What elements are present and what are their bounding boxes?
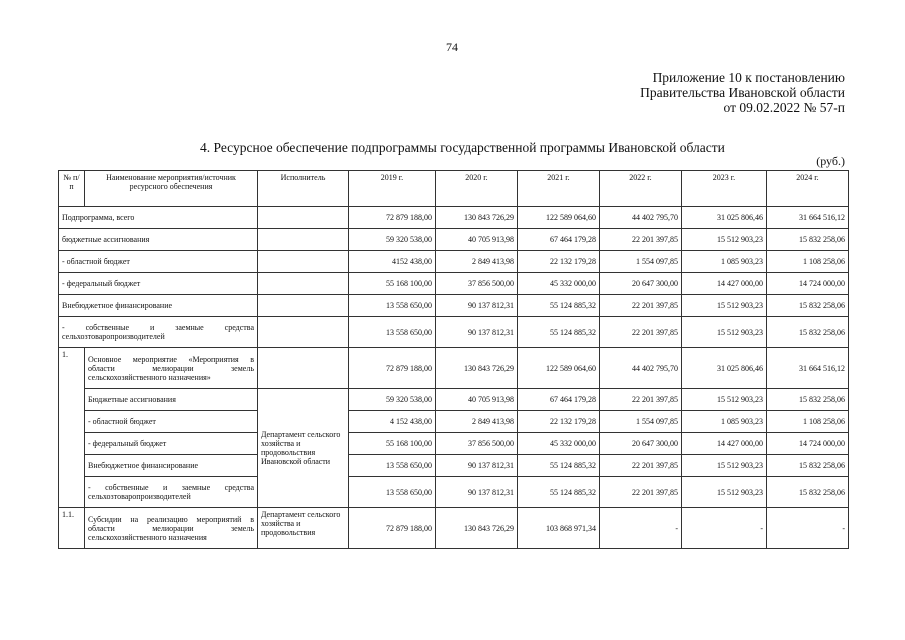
- value-2023: 14 427 000,00: [682, 433, 767, 455]
- value-2023: 15 512 903,23: [682, 389, 767, 411]
- value-2022: 1 554 097,85: [600, 411, 682, 433]
- appendix-line-2: Правительства Ивановской области: [640, 85, 845, 100]
- value-2021: 45 332 000,00: [518, 273, 600, 295]
- value-2020: 40 705 913,98: [436, 389, 518, 411]
- value-2023: 31 025 806,46: [682, 348, 767, 389]
- row-name: - собственные и заемные средства сельхозтоваропроизводителей: [85, 477, 258, 508]
- header-2023: 2023 г.: [682, 171, 767, 207]
- header-2019: 2019 г.: [349, 171, 436, 207]
- value-2020: 130 843 726,29: [436, 207, 518, 229]
- header-num: № п/п: [59, 171, 85, 207]
- value-2022: 22 201 397,85: [600, 389, 682, 411]
- value-2024: 14 724 000,00: [767, 273, 849, 295]
- value-2022: 22 201 397,85: [600, 477, 682, 508]
- value-2019: 4 152 438,00: [349, 411, 436, 433]
- value-2019: 13 558 650,00: [349, 317, 436, 348]
- row-executor: Департамент сельского хозяйства и продовольствия Ивановской области: [258, 389, 349, 508]
- value-2021: 45 332 000,00: [518, 433, 600, 455]
- table-row: [59, 251, 849, 273]
- value-2024: 1 108 258,06: [767, 411, 849, 433]
- header-2024: 2024 г.: [767, 171, 849, 207]
- value-2024: 31 664 516,12: [767, 348, 849, 389]
- value-2021: 55 124 885,32: [518, 295, 600, 317]
- value-2021: 22 132 179,28: [518, 411, 600, 433]
- value-2019: 55 168 100,00: [349, 273, 436, 295]
- value-2021: 103 868 971,34: [518, 508, 600, 549]
- value-2023: 15 512 903,23: [682, 317, 767, 348]
- value-2024: 1 108 258,06: [767, 251, 849, 273]
- document-title: 4. Ресурсное обеспечение подпрограммы государственной программы Ивановской области: [200, 140, 725, 155]
- value-2024: 15 832 258,06: [767, 477, 849, 508]
- table-row: [59, 273, 849, 295]
- value-2024: 15 832 258,06: [767, 389, 849, 411]
- value-2022: 22 201 397,85: [600, 295, 682, 317]
- value-2020: 2 849 413,98: [436, 411, 518, 433]
- row-executor: [258, 251, 349, 273]
- row-name: Внебюджетное финансирование: [85, 455, 258, 477]
- row-name: - федеральный бюджет: [85, 433, 258, 455]
- value-2024: -: [767, 508, 849, 549]
- table-header-row: [59, 171, 849, 207]
- row-name: - областной бюджет: [85, 411, 258, 433]
- row-name: Бюджетные ассигнования: [85, 389, 258, 411]
- row-name: - областной бюджет: [59, 251, 258, 273]
- value-2020: 130 843 726,29: [436, 508, 518, 549]
- value-2020: 37 856 500,00: [436, 433, 518, 455]
- table-row: [59, 348, 849, 389]
- value-2021: 22 132 179,28: [518, 251, 600, 273]
- page-number: 74: [446, 40, 458, 54]
- table-row: [59, 317, 849, 348]
- table-row: [59, 433, 849, 455]
- value-2021: 55 124 885,32: [518, 317, 600, 348]
- value-2019: 13 558 650,00: [349, 477, 436, 508]
- value-2023: 15 512 903,23: [682, 477, 767, 508]
- row-name: Подпрограмма, всего: [59, 207, 258, 229]
- value-2023: 1 085 903,23: [682, 251, 767, 273]
- value-2020: 40 705 913,98: [436, 229, 518, 251]
- value-2024: 31 664 516,12: [767, 207, 849, 229]
- value-2020: 90 137 812,31: [436, 477, 518, 508]
- value-2020: 90 137 812,31: [436, 317, 518, 348]
- appendix-line-3: от 09.02.2022 № 57-п: [723, 100, 845, 115]
- value-2020: 2 849 413,98: [436, 251, 518, 273]
- value-2023: -: [682, 508, 767, 549]
- row-executor: [258, 207, 349, 229]
- value-2019: 72 879 188,00: [349, 348, 436, 389]
- resource-table: [58, 170, 849, 549]
- value-2023: 1 085 903,23: [682, 411, 767, 433]
- row-executor: Департамент сельского хозяйства и продовольствия: [258, 508, 349, 549]
- header-name: Наименование мероприятия/источник ресурсного обеспечения: [85, 171, 258, 207]
- currency-unit: (руб.): [816, 154, 845, 168]
- row-executor: [258, 229, 349, 251]
- value-2019: 72 879 188,00: [349, 207, 436, 229]
- value-2024: 15 832 258,06: [767, 295, 849, 317]
- value-2021: 55 124 885,32: [518, 455, 600, 477]
- value-2019: 55 168 100,00: [349, 433, 436, 455]
- row-name: бюджетные ассигнования: [59, 229, 258, 251]
- row-name: Основное мероприятие «Мероприятия в области мелиорации земель сельскохозяйственного назначения»: [85, 348, 258, 389]
- value-2021: 67 464 179,28: [518, 229, 600, 251]
- row-name: Субсидии на реализацию мероприятий в области мелиорации земель сельскохозяйственного назначения: [85, 508, 258, 549]
- table-row: [59, 411, 849, 433]
- value-2019: 4152 438,00: [349, 251, 436, 273]
- value-2020: 90 137 812,31: [436, 455, 518, 477]
- value-2022: 22 201 397,85: [600, 455, 682, 477]
- value-2020: 90 137 812,31: [436, 295, 518, 317]
- row-number: 1.1.: [59, 508, 85, 549]
- header-2021: 2021 г.: [518, 171, 600, 207]
- value-2023: 15 512 903,23: [682, 455, 767, 477]
- value-2022: 44 402 795,70: [600, 207, 682, 229]
- value-2022: 22 201 397,85: [600, 229, 682, 251]
- value-2023: 15 512 903,23: [682, 229, 767, 251]
- value-2020: 130 843 726,29: [436, 348, 518, 389]
- appendix-line-1: Приложение 10 к постановлению: [652, 70, 845, 85]
- row-name: Внебюджетное финансирование: [59, 295, 258, 317]
- value-2021: 67 464 179,28: [518, 389, 600, 411]
- value-2022: 44 402 795,70: [600, 348, 682, 389]
- appendix-header: [640, 70, 845, 115]
- table-row: [59, 295, 849, 317]
- value-2023: 15 512 903,23: [682, 295, 767, 317]
- header-2022: 2022 г.: [600, 171, 682, 207]
- row-name: - собственные и заемные средства сельхозтоваропроизводителей: [59, 317, 258, 348]
- header-executor: Исполнитель: [258, 171, 349, 207]
- table-row: [59, 207, 849, 229]
- value-2020: 37 856 500,00: [436, 273, 518, 295]
- row-executor: [258, 348, 349, 389]
- value-2024: 15 832 258,06: [767, 229, 849, 251]
- row-number: 1.: [59, 348, 85, 508]
- row-executor: [258, 273, 349, 295]
- value-2022: 20 647 300,00: [600, 433, 682, 455]
- value-2022: 20 647 300,00: [600, 273, 682, 295]
- value-2024: 14 724 000,00: [767, 433, 849, 455]
- table-row: [59, 229, 849, 251]
- row-executor: [258, 295, 349, 317]
- value-2023: 14 427 000,00: [682, 273, 767, 295]
- value-2019: 59 320 538,00: [349, 229, 436, 251]
- value-2022: 1 554 097,85: [600, 251, 682, 273]
- header-2020: 2020 г.: [436, 171, 518, 207]
- value-2021: 122 589 064,60: [518, 207, 600, 229]
- table-row: [59, 477, 849, 508]
- table-row: [59, 455, 849, 477]
- value-2022: 22 201 397,85: [600, 317, 682, 348]
- table-row: [59, 508, 849, 549]
- value-2021: 122 589 064,60: [518, 348, 600, 389]
- value-2019: 13 558 650,00: [349, 455, 436, 477]
- table-row: [59, 389, 849, 411]
- value-2021: 55 124 885,32: [518, 477, 600, 508]
- row-executor: [258, 317, 349, 348]
- value-2019: 59 320 538,00: [349, 389, 436, 411]
- value-2019: 13 558 650,00: [349, 295, 436, 317]
- row-name: - федеральный бюджет: [59, 273, 258, 295]
- value-2024: 15 832 258,06: [767, 455, 849, 477]
- value-2022: -: [600, 508, 682, 549]
- value-2023: 31 025 806,46: [682, 207, 767, 229]
- value-2019: 72 879 188,00: [349, 508, 436, 549]
- value-2024: 15 832 258,06: [767, 317, 849, 348]
